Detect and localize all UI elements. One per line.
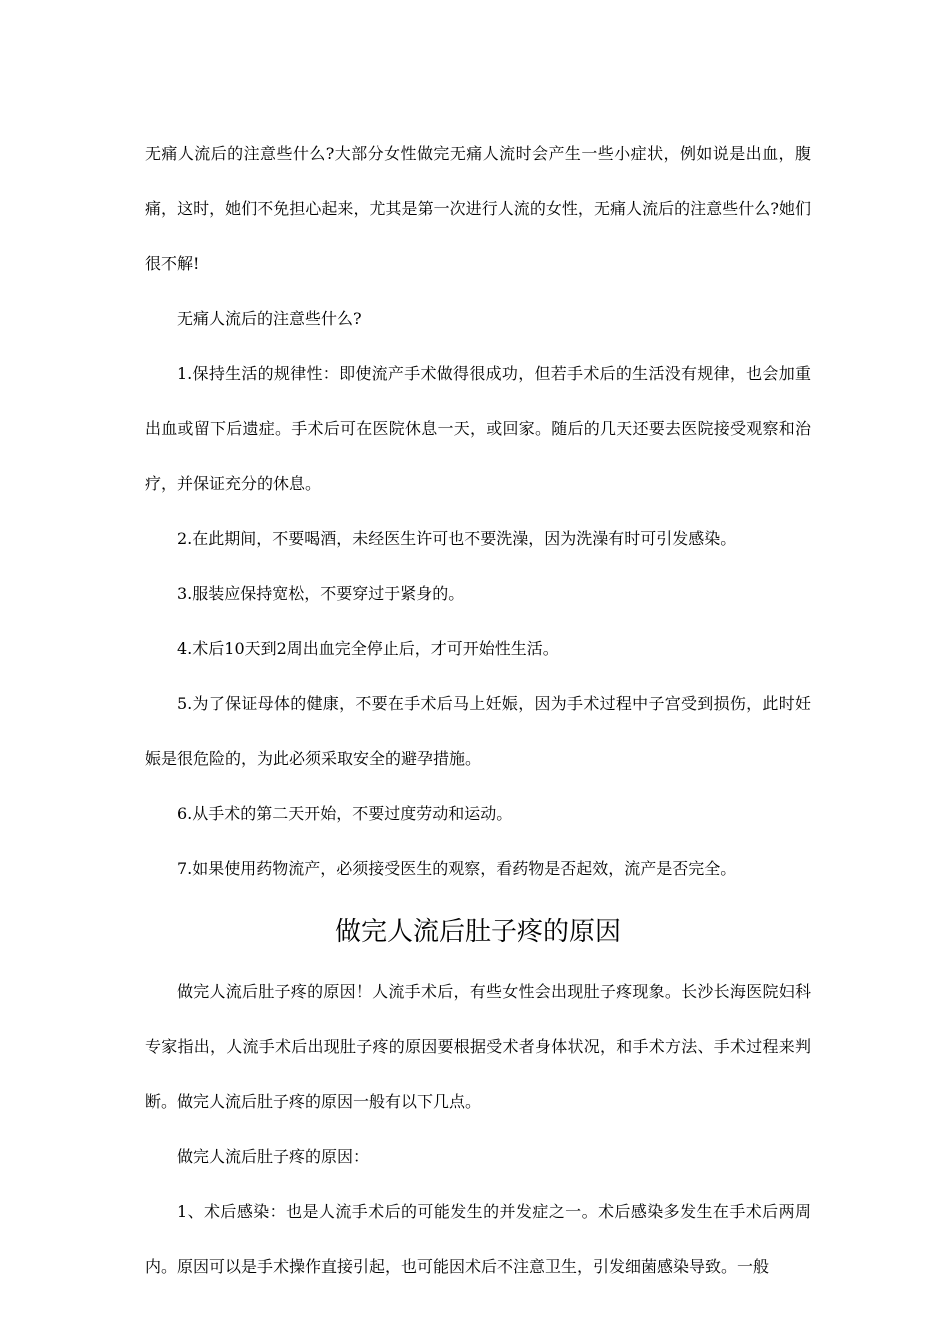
section-subtitle: 无痛人流后的注意些什么? [177, 309, 362, 328]
list-item: 5.为了保证母体的健康，不要在手术后马上妊娠，因为手术过程中子宫受到损伤，此时妊娠是很危险的，为此必须采取安全的避孕措施。 [145, 694, 811, 768]
list-item: 3.服装应保持宽松，不要穿过于紧身的。 [177, 584, 465, 603]
list-item: 2.在此期间，不要喝酒，未经医生许可也不要洗澡，因为洗澡有时可引发感染。 [177, 529, 737, 548]
list-item: 4.术后10天到2周出血完全停止后，才可开始性生活。 [177, 639, 559, 658]
list-item: 6.从手术的第二天开始，不要过度劳动和运动。 [177, 804, 513, 823]
section2-subtitle: 做完人流后肚子疼的原因： [177, 1147, 370, 1166]
section2-intro-paragraph: 做完人流后肚子疼的原因！人流手术后，有些女性会出现肚子疼现象。长沙长海医院妇科专家指出，人流手术后出现肚子疼的原因要根据受术者身体状况，和手术方法、手术过程来判断。做完人流后肚子疼的原因一般有以下几点。 [145, 982, 811, 1111]
section2-list-item: 1、术后感染：也是人流手术后的可能发生的并发症之一。术后感染多发生在手术后两周内。原因可以是手术操作直接引起，也可能因术后不注意卫生，引发细菌感染导致。一般 [145, 1202, 811, 1276]
list-item: 1.保持生活的规律性：即使流产手术做得很成功，但若手术后的生活没有规律，也会加重出血或留下后遗症。手术后可在医院休息一天，或回家。随后的几天还要去医院接受观察和治疗，并保证充分的休息。 [145, 364, 811, 493]
section-heading: 做完人流后肚子疼的原因 [334, 917, 621, 947]
list-item: 7.如果使用药物流产，必须接受医生的观察，看药物是否起效，流产是否完全。 [177, 859, 737, 878]
document-body [145, 126, 811, 1294]
intro-paragraph: 无痛人流后的注意些什么?大部分女性做完无痛人流时会产生一些小症状，例如说是出血，腹痛，这时，她们不免担心起来，尤其是第一次进行人流的女性，无痛人流后的注意些什么?她们很不解! [145, 144, 811, 273]
